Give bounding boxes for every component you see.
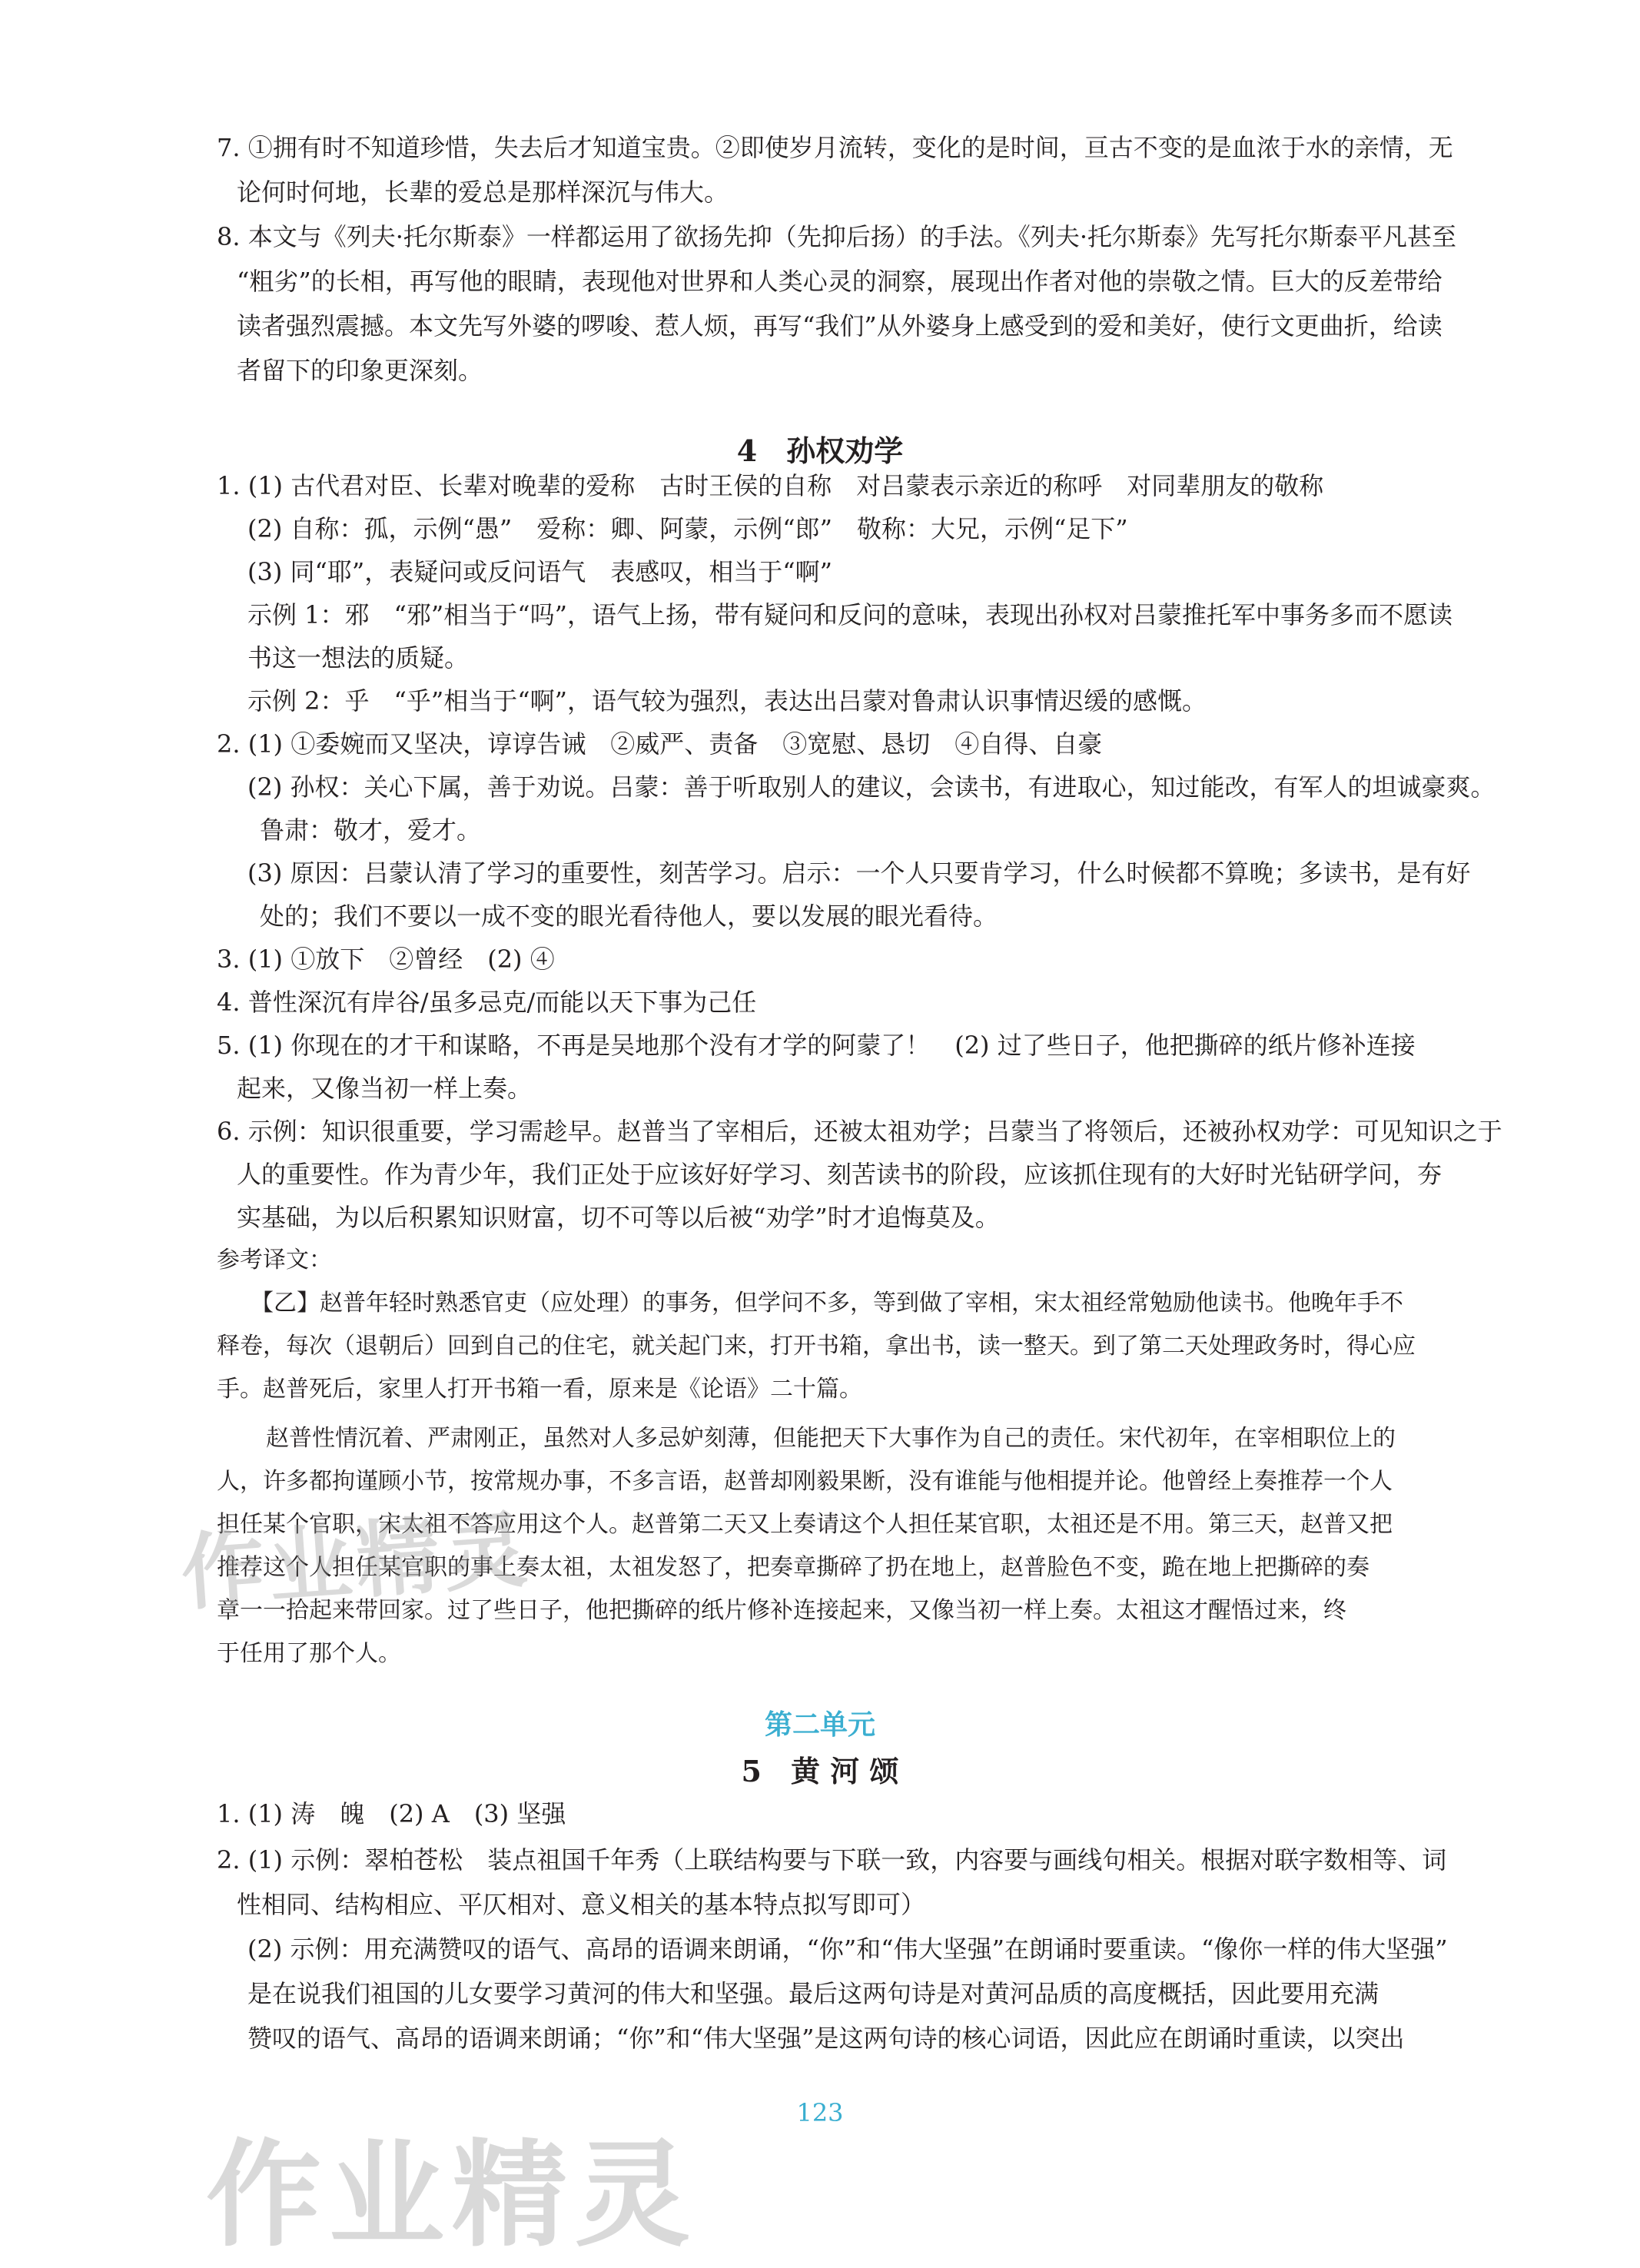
answer-line: 鲁肃：敬才，爱才。 (260, 815, 482, 845)
answer-line: 赞叹的语气、高昂的语调来朗诵；“你”和“伟大坚强”是这两句诗的核心词语，因此应在朗诵时重读，以突出 (247, 2024, 1405, 2053)
answer-line: 1. (1) 涛 魄 (2) A (3) 坚强 (217, 1799, 566, 1828)
answer-line: 3. (1) ①放下 ②曾经 (2) ④ (217, 945, 555, 974)
lesson-heading: 4 孙权劝学 (736, 433, 904, 468)
translation-line: 于任用了那个人。 (217, 1640, 401, 1667)
answer-line: 7. ①拥有时不知道珍惜，失去后才知道宝贵。②即使岁月流转，变化的是时间，亘古不变的是血浓于水的亲情，无 (217, 133, 1453, 162)
answer-line: 示例 2：乎 “乎”相当于“啊”，语气较为强烈，表达出吕蒙对鲁肃认识事情迟缓的感慨。 (247, 686, 1207, 716)
answer-line: 2. (1) 示例：翠柏苍松 装点祖国千年秀（上联结构要与下联一致，内容要与画线句相关。根据对联字数相等、词 (217, 1845, 1447, 1875)
answer-line: 起来，又像当初一样上奏。 (237, 1074, 533, 1103)
answer-line: 实基础，为以后积累知识财富，切不可等以后被“劝学”时才追悔莫及。 (237, 1203, 1000, 1232)
translation-line: 人，许多都拘谨顾小节，按常规办事，不多言语，赵普却刚毅果断，没有谁能与他相提并论。他曾经上奏推荐一个人 (217, 1468, 1393, 1495)
answer-line: 1. (1) 古代君对臣、长辈对晚辈的爱称 古时王侯的自称 对吕蒙表示亲近的称呼 对同辈朋友的敬称 (217, 471, 1324, 500)
answer-line: 4. 普性深沉有岸谷/虽多忌克/而能以天下事为己任 (217, 988, 757, 1017)
answer-line: (2) 自称：孤，示例“愚” 爱称：卿、阿蒙，示例“郎” 敬称：大兄，示例“足下” (247, 514, 1128, 543)
translation-line: 【乙】赵普年轻时熟悉官吏（应处理）的事务，但学问不多，等到做了宰相，宋太祖经常勉励他读书。他晚年手不 (251, 1290, 1403, 1317)
answer-line: (2) 示例：用充满赞叹的语气、高昂的语调来朗诵，“你”和“伟大坚强”在朗诵时要重读。“像你一样的伟大坚强” (247, 1934, 1448, 1964)
page-number: 123 (796, 2098, 844, 2127)
watermark-logo: 作业精灵 (178, 1502, 535, 1622)
translation-line: 担任某个官职，宋太祖不答应用这个人。赵普第二天又上奏请这个人担任某官职，太祖还是不用。第三天，赵普又把 (217, 1511, 1393, 1538)
answer-line: 论何时何地，长辈的爱总是那样深沉与伟大。 (237, 178, 729, 207)
answer-line: 8. 本文与《列夫·托尔斯泰》一样都运用了欲扬先抑（先抑后扬）的手法。《列夫·托尔斯泰》先写托尔斯泰平凡甚至 (217, 222, 1457, 251)
answer-line: “粗劣”的长相，再写他的眼睛，表现他对世界和人类心灵的洞察，展现出作者对他的崇敬之情。巨大的反差带给 (237, 267, 1442, 296)
answer-line: 6. 示例：知识很重要，学习需趁早。赵普当了宰相后，还被太祖劝学；吕蒙当了将领后，还被孙权劝学：可见知识之于 (217, 1117, 1502, 1146)
answer-line: 书这一想法的质疑。 (247, 643, 470, 672)
answer-line: (3) 原因：吕蒙认清了学习的重要性，刻苦学习。启示：一个人只要肯学习，什么时候都不算晚；多读书，是有好 (247, 858, 1471, 888)
answer-line: (3) 同“耶”，表疑问或反问语气 表感叹，相当于“啊” (247, 557, 832, 586)
translation-line: 赵普性情沉着、严肃刚正，虽然对人多忌妒刻薄，但能把天下大事作为自己的责任。宋代初年，在宰相职位上的 (266, 1425, 1396, 1452)
answer-line: 者留下的印象更深刻。 (237, 356, 483, 385)
lesson-heading: 5 黄 河 颂 (741, 1754, 899, 1788)
translation-line: 推荐这个人担任某官职的事上奏太祖，太祖发怒了，把奏章撕碎了扔在地上，赵普脸色不变，跪在地上把撕碎的奏 (217, 1554, 1369, 1581)
answer-line: 处的；我们不要以一成不变的眼光看待他人，要以发展的眼光看待。 (260, 902, 998, 931)
answer-line: 示例 1：邪 “邪”相当于“吗”，语气上扬，带有疑问和反问的意味，表现出孙权对吕蒙推托军中事务多而不愿读 (247, 600, 1452, 629)
answer-line: 2. (1) ①委婉而又坚决，谆谆告诫 ②威严、责备 ③宽慰、恳切 ④自得、自豪 (217, 729, 1103, 759)
answer-line: 读者强烈震撼。本文先写外婆的啰唆、惹人烦，再写“我们”从外婆身上感受到的爱和美好，使行文更曲折，给读 (237, 311, 1442, 340)
answer-line: (2) 孙权：关心下属，善于劝说。吕蒙：善于听取别人的建议，会读书，有进取心，知过能改，有军人的坦诚豪爽。 (247, 772, 1496, 802)
translation-line: 章一一拾起来带回家。过了些日子，他把撕碎的纸片修补连接起来，又像当初一样上奏。太祖这才醒悟过来，终 (217, 1597, 1346, 1624)
translation-line: 释卷，每次（退朝后）回到自己的住宅，就关起门来，打开书箱，拿出书，读一整天。到了第二天处理政务时，得心应 (217, 1333, 1416, 1360)
unit-heading: 第二单元 (764, 1708, 875, 1741)
answer-line: 性相同、结构相应、平仄相对、意义相关的基本特点拟写即可） (237, 1890, 926, 1919)
answer-line: 人的重要性。作为青少年，我们正处于应该好好学习、刻苦读书的阶段，应该抓住现有的大好时光钻研学问，夯 (237, 1160, 1442, 1189)
answer-line: 是在说我们祖国的儿女要学习黄河的伟大和坚强。最后这两句诗是对黄河品质的高度概括，因此要用充满 (247, 1979, 1379, 2008)
translation-line: 手。赵普死后，家里人打开书箱一看，原来是《论语》二十篇。 (217, 1376, 862, 1403)
translation-label: 参考译文： (217, 1247, 332, 1273)
answer-line: 5. (1) 你现在的才干和谋略，不再是吴地那个没有才学的阿蒙了！ (2) 过了些日子，他把撕碎的纸片修补连接 (217, 1031, 1416, 1060)
watermark-logo: 作业精灵 (206, 2129, 699, 2263)
